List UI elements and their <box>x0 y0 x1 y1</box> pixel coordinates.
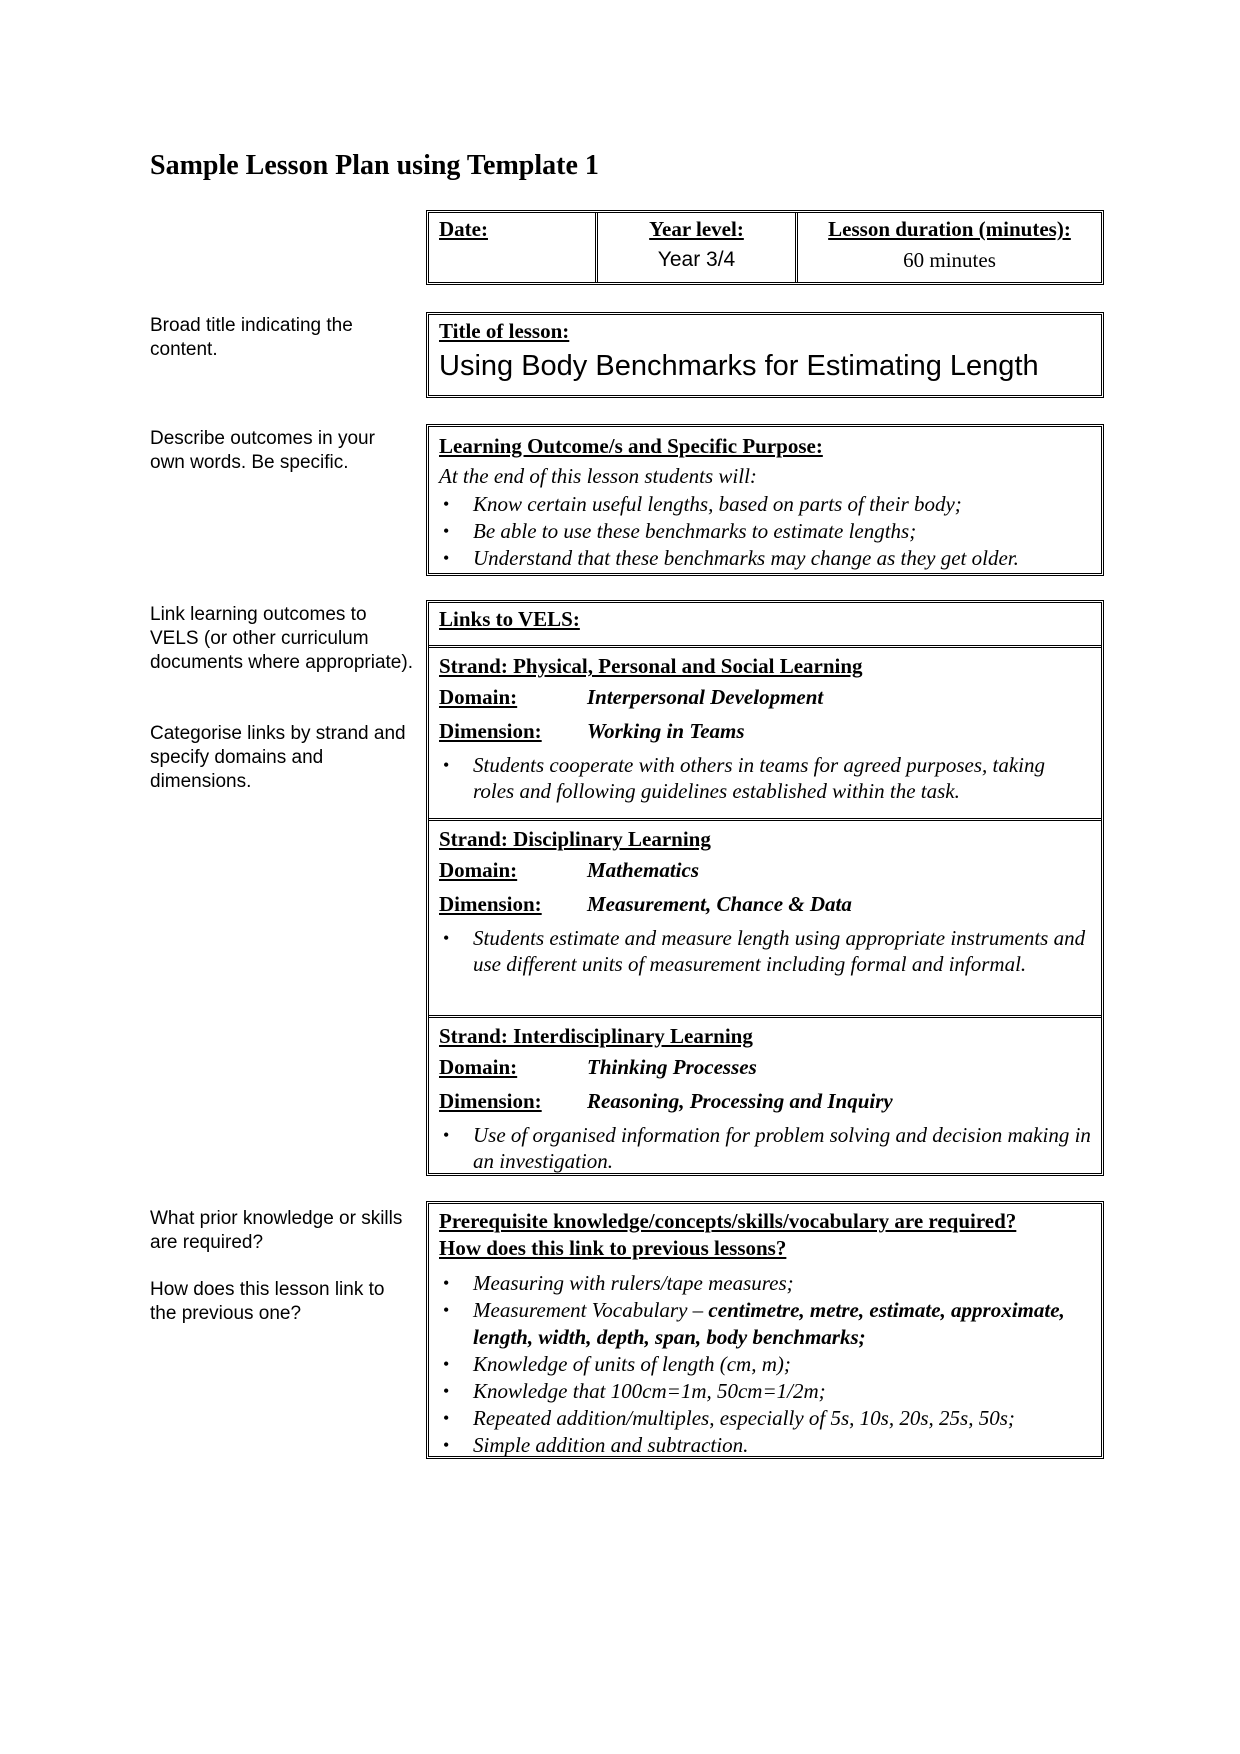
lesson-title-box <box>426 312 1104 398</box>
note-previous-lesson: How does this lesson link to the previous one? <box>150 1279 385 1324</box>
list-item: • Be able to use these benchmarks to estimate lengths; <box>429 518 1091 545</box>
vocabulary-terms: centimetre, metre, estimate, approximate, length, width, depth, span, body benchmarks; <box>473 1298 1065 1349</box>
note-title: Broad title indicating the content. <box>150 315 353 360</box>
strand-title: Strand: Disciplinary Learning <box>439 827 711 851</box>
strand-bullets <box>429 1122 1091 1174</box>
strand-bullets <box>429 752 1091 804</box>
strand-title: Strand: Physical, Personal and Social Learning <box>439 654 863 678</box>
dimension-label: Dimension: <box>439 719 542 743</box>
learning-outcomes-box <box>426 424 1104 576</box>
learning-outcomes-heading: Learning Outcome/s and Specific Purpose: <box>439 434 823 458</box>
list-item: • Knowledge that 100cm=1m, 50cm=1/2m; <box>429 1378 1091 1405</box>
learning-outcomes-list <box>429 491 1091 572</box>
year-level-value: Year 3/4 <box>657 248 736 271</box>
vels-links-box <box>426 600 1104 1176</box>
list-item: • Understand that these benchmarks may change as they get older. <box>429 545 1091 572</box>
learning-outcomes-intro: At the end of this lesson students will: <box>439 464 757 488</box>
lesson-info-table <box>426 210 1104 285</box>
domain-label: Domain: <box>439 858 518 882</box>
prerequisites-heading: Prerequisite knowledge/concepts/skills/vocabulary are required? <box>439 1209 1017 1233</box>
lesson-title-value: Using Body Benchmarks for Estimating Length <box>439 350 1039 382</box>
strand-bullets <box>429 925 1091 977</box>
duration-label: Lesson duration (minutes): <box>828 217 1071 241</box>
list-item: • Measuring with rulers/tape measures; <box>429 1270 1091 1297</box>
domain-value: Thinking Processes <box>587 1055 757 1079</box>
duration-cell <box>798 213 1101 282</box>
dimension-value: Working in Teams <box>587 719 745 743</box>
date-label: Date: <box>439 217 488 241</box>
domain-value: Mathematics <box>587 858 700 882</box>
list-item: • Use of organised information for problem solving and decision making in an investigation. <box>429 1122 1091 1174</box>
domain-label: Domain: <box>439 685 518 709</box>
strand-title: Strand: Interdisciplinary Learning <box>439 1024 753 1048</box>
dimension-value: Reasoning, Processing and Inquiry <box>587 1089 893 1113</box>
vels-heading: Links to VELS: <box>439 607 580 631</box>
prerequisites-box <box>426 1201 1104 1459</box>
strand-physical-personal-social <box>429 645 1101 818</box>
year-level-label: Year level: <box>649 217 744 241</box>
year-level-cell <box>598 213 798 282</box>
prerequisites-list <box>429 1270 1091 1459</box>
list-item: • Repeated addition/multiples, especially of 5s, 10s, 20s, 25s, 50s; <box>429 1405 1091 1432</box>
previous-lessons-heading: How does this link to previous lessons? <box>439 1236 787 1260</box>
list-item: • Simple addition and subtraction. <box>429 1432 1091 1459</box>
vels-heading-row <box>429 603 1101 645</box>
note-prior-knowledge: What prior knowledge or skills are required? <box>150 1208 403 1253</box>
note-outcomes: Describe outcomes in your own words. Be specific. <box>150 428 375 473</box>
dimension-label: Dimension: <box>439 1089 542 1113</box>
list-item: • Know certain useful lengths, based on parts of their body; <box>429 491 1091 518</box>
note-links: Link learning outcomes to VELS (or other curriculum documents where appropriate). <box>150 604 413 673</box>
date-cell <box>429 213 598 282</box>
list-item: • Knowledge of units of length (cm, m); <box>429 1351 1091 1378</box>
lesson-title-label: Title of lesson: <box>439 319 570 343</box>
strand-interdisciplinary <box>429 1015 1101 1188</box>
duration-value: 60 minutes <box>903 248 996 272</box>
dimension-label: Dimension: <box>439 892 542 916</box>
note-categorise: Categorise links by strand and specify domains and dimensions. <box>150 723 406 792</box>
strand-disciplinary <box>429 818 1101 1015</box>
vocabulary-prefix: Measurement Vocabulary – <box>473 1298 709 1322</box>
page-title: Sample Lesson Plan using Template 1 <box>150 150 599 181</box>
list-item: • Students estimate and measure length using appropriate instruments and use different units of measurement including formal and informal. <box>429 925 1091 977</box>
domain-label: Domain: <box>439 1055 518 1079</box>
list-item: • Students cooperate with others in teams for agreed purposes, taking roles and following guidelines established within the task. <box>429 752 1091 804</box>
domain-value: Interpersonal Development <box>587 685 824 709</box>
dimension-value: Measurement, Chance & Data <box>587 892 852 916</box>
list-item <box>429 1297 1091 1351</box>
